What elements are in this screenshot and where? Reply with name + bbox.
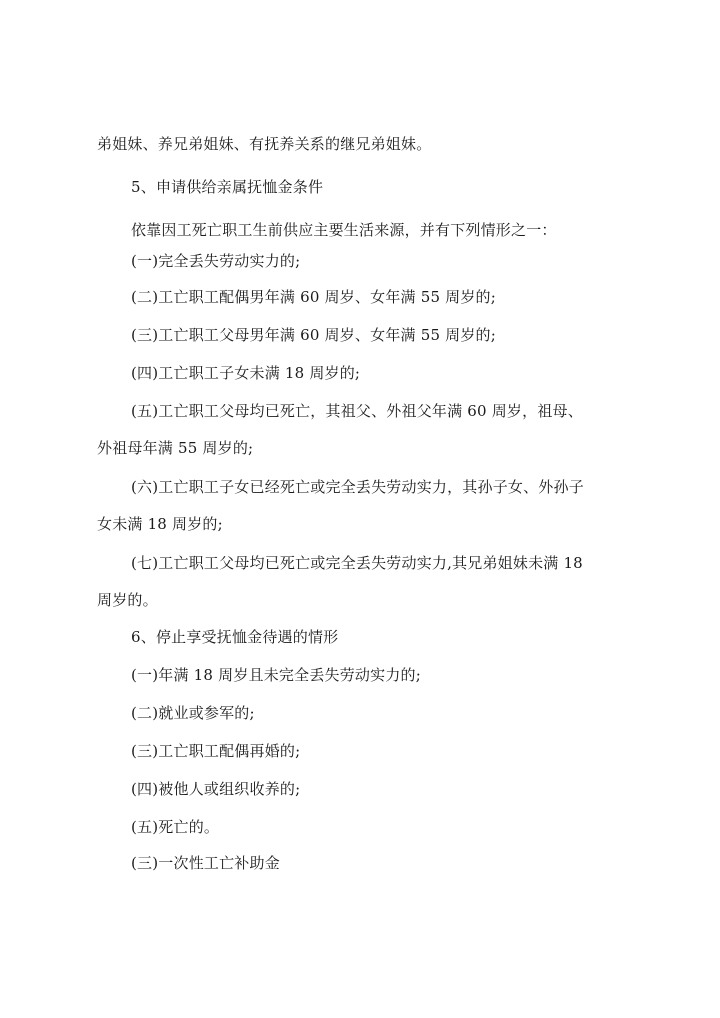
list-item: (四)工亡职工子女未满 18 周岁的; [131,364,361,382]
list-item: (一)年满 18 周岁且未完全丢失劳动实力的; [131,666,421,684]
section-heading: 5、申请供给亲属抚恤金条件 [131,178,324,196]
list-item-continuation: 周岁的。 [97,591,158,609]
list-item: (七)工亡职工父母均已死亡或完全丢失劳动实力,其兄弟姐妹未满 18 [131,554,583,572]
list-item-continuation: 女未满 18 周岁的; [97,515,223,533]
list-item-continuation: 外祖母年满 55 周岁的; [97,439,254,457]
text-line: 弟姐妹、养兄弟姐妹、有抚养关系的继兄弟姐妹。 [97,135,432,153]
list-item: (五)工亡职工父母均已死亡，其祖父、外祖父年满 60 周岁，祖母、 [131,402,583,420]
section-heading: 6、停止享受抚恤金待遇的情形 [131,628,339,646]
list-item: (二)工亡职工配偶男年满 60 周岁、女年满 55 周岁的; [131,288,497,306]
list-item: (三)工亡职工父母男年满 60 周岁、女年满 55 周岁的; [131,326,497,344]
list-item: (一)完全丢失劳动实力的; [131,252,301,270]
list-item: (二)就业或参军的; [131,704,255,722]
text-line: 依靠因工死亡职工生前供应主要生活来源，并有下列情形之一： [131,221,557,239]
list-item: (四)被他人或组织收养的; [131,780,301,798]
list-item: (五)死亡的。 [131,818,220,836]
list-item: (三)工亡职工配偶再婚的; [131,742,301,760]
section-heading: (三)一次性工亡补助金 [131,854,280,872]
list-item: (六)工亡职工子女已经死亡或完全丢失劳动实力，其孙子女、外孙子 [131,478,584,496]
